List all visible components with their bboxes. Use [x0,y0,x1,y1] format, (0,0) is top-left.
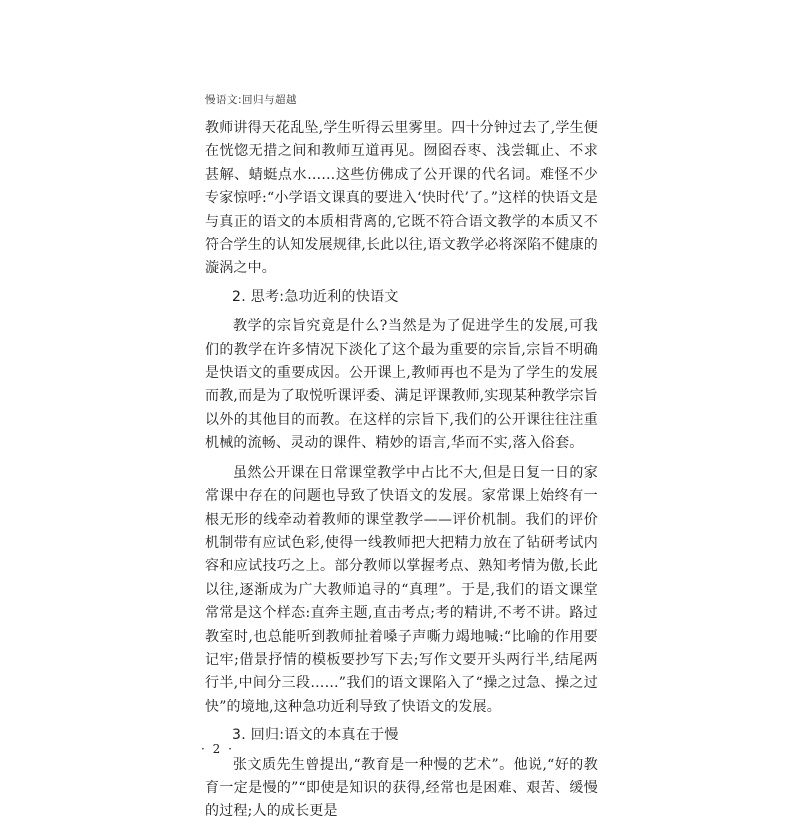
section-heading: 3. 回归:语文的本真在于慢 [232,727,399,744]
paragraph: 教师讲得天花乱坠,学生听得云里雾里。四十分钟过去了,学生便在恍惚无措之间和教师互道再见。囫囵吞枣、浅尝辄止、不求甚解、蜻蜓点水……这些仿佛成了公开课的代名词。难怪不少专家惊呼:“小学语文课真的要进入‘快时代’了。”这样的快语文是与真正的语文的本质相背离的,它既不符合语文教学的本质又不符合学生的认知发展规律,长此以往,语文教学必将深陷不健康的漩涡之中。 [205,120,598,277]
running-header: 慢语文:回归与超越 [205,94,298,106]
section-heading: 2. 思考:急功近利的快语文 [232,288,399,305]
page-number: · 2 · [201,742,234,756]
paragraph: 教学的宗旨究竟是什么?当然是为了促进学生的发展,可我们的教学在许多情况下淡化了这个最为重要的宗旨,宗旨不明确是快语文的重要成因。公开课上,教师再也不是为了学生的发展而教,而是为了取悦听课评委、满足评课教师,实现某种教学宗旨以外的其他目的而教。在这样的宗旨下,我们的公开课往往注重机械的流畅、灵动的课件、精妙的语言,华而不实,落入俗套。 [205,318,598,452]
paragraph: 张文质先生曾提出,“教育是一种慢的艺术”。他说,“好的教育一定是慢的”“即使是知识的获得,经常也是困难、艰苦、缓慢的过程;人的成长更是 [205,756,598,820]
paragraph: 虽然公开课在日常课堂教学中占比不大,但是日复一日的家常课中存在的问题也导致了快语文的发展。家常课上始终有一根无形的线牵动着教师的课堂教学——评价机制。我们的评价机制带有应试色彩,使得一线教师把大把精力放在了钻研考试内容和应试技巧之上。部分教师以掌握考点、熟知考情为傲,长此以往,逐渐成为广大教师追寻的“真理”。于是,我们的语文课堂常常是这个样态:直奔主题,直击考点;考的精讲,不考不讲。路过教室时,也总能听到教师扯着嗓子声嘶力竭地喊:“比喻的作用要记牢;借景抒情的模板要抄写下去;写作文要开头两行半,结尾两行半,中间分三段……”我们的语文课陷入了“操之过急、操之过快”的境地,这种急功近利导致了快语文的发展。 [205,464,598,715]
body-text [205,117,598,824]
